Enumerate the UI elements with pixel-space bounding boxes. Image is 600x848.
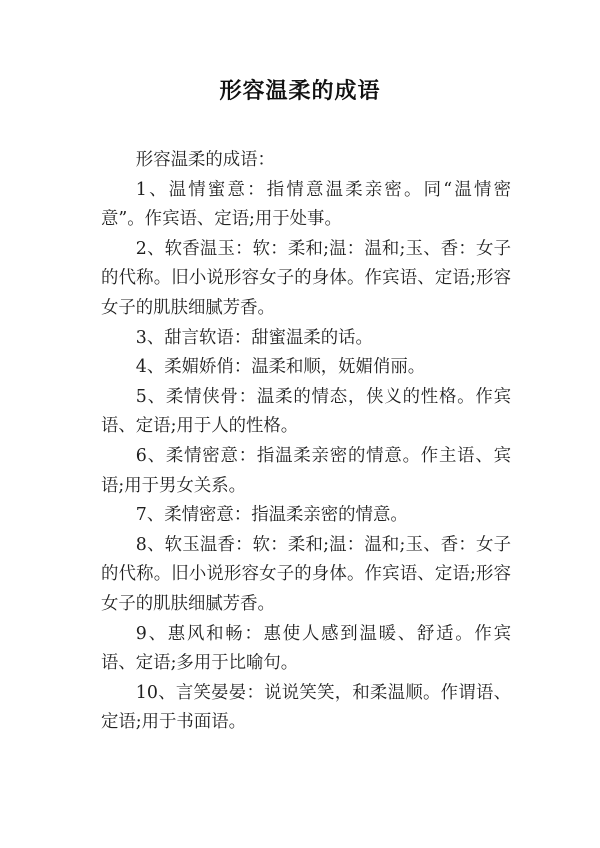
idiom-item-8: 8、软玉温香：软：柔和;温：温和;玉、香：女子的代称。旧小说形容女子的身体。作宾语、定语;形容女子的肌肤细腻芳香。 (101, 534, 511, 614)
idiom-item-10: 10、言笑晏晏：说说笑笑，和柔温顺。作谓语、定语;用于书面语。 (101, 682, 511, 733)
idiom-item-7: 7、柔情密意：指温柔亲密的情意。 (135, 505, 408, 526)
idiom-item-9: 9、惠风和畅：惠使人感到温暖、舒适。作宾语、定语;多用于比喻句。 (101, 623, 511, 674)
document-body (101, 146, 511, 738)
idiom-item-4: 4、柔媚娇俏：温柔和顺，妩媚俏丽。 (135, 357, 426, 378)
document-title: 形容温柔的成语 (219, 79, 381, 104)
idiom-item-2: 2、软香温玉：软：柔和;温：温和;玉、香：女子的代称。旧小说形容女子的身体。作宾语、定语;形容女子的肌肤细腻芳香。 (101, 238, 511, 318)
idiom-item-6: 6、柔情密意：指温柔亲密的情意。作主语、宾语;用于男女关系。 (101, 445, 511, 496)
intro-paragraph: 形容温柔的成语： (135, 150, 275, 170)
idiom-item-3: 3、甜言软语：甜蜜温柔的话。 (135, 327, 373, 348)
idiom-item-1: 1、温情蜜意：指情意温柔亲密。同“温情密意”。作宾语、定语;用于处事。 (101, 179, 511, 230)
idiom-item-5: 5、柔情侠骨：温柔的情态，侠义的性格。作宾语、定语;用于人的性格。 (101, 386, 511, 437)
